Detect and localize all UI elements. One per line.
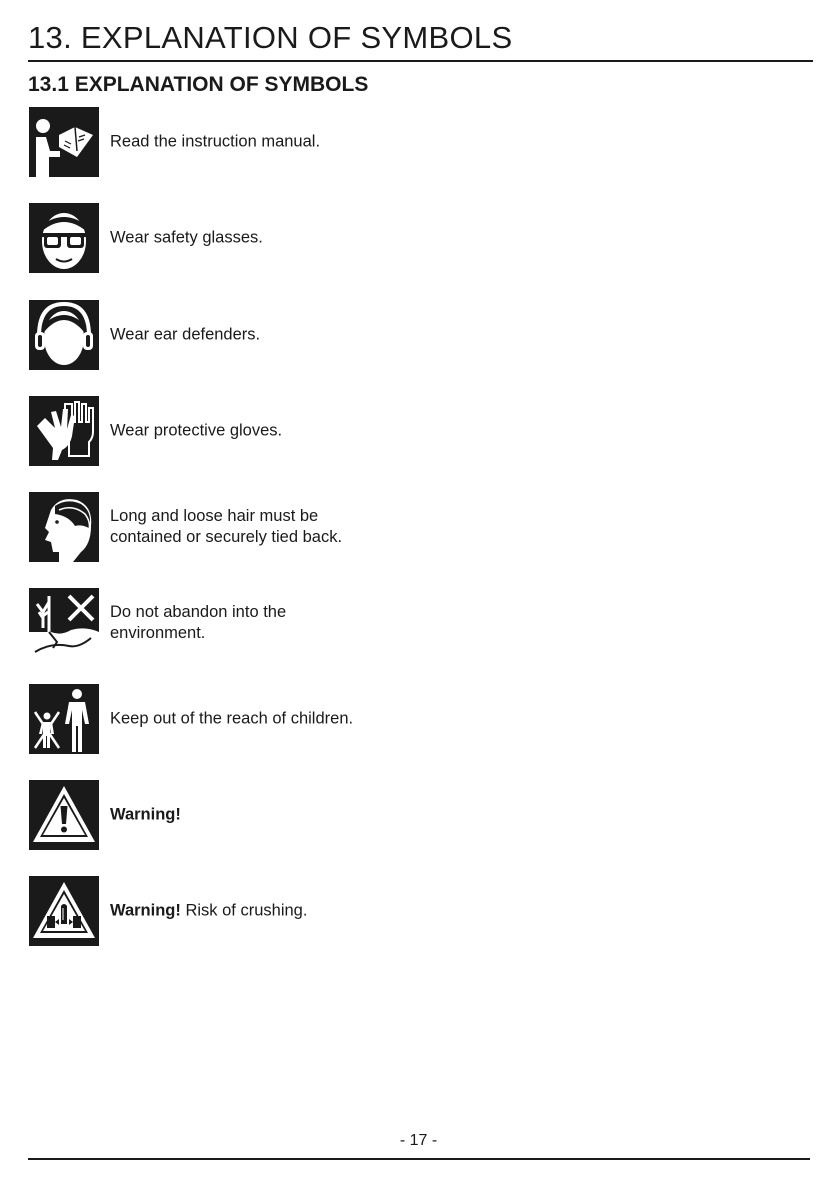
- ear-defenders-icon: [29, 300, 99, 370]
- symbol-label-line: contained or securely tied back.: [110, 528, 343, 546]
- crushing-text: Risk of crushing.: [180, 901, 308, 920]
- symbol-row-environment: [29, 588, 549, 658]
- warning-label: Warning!: [110, 901, 181, 920]
- warning-triangle-icon: [29, 780, 99, 850]
- footer-divider: [28, 1158, 810, 1160]
- symbol-row-read-manual: [29, 107, 549, 177]
- symbol-label: Wear protective gloves.: [110, 421, 283, 440]
- symbol-row-warning: [29, 780, 549, 850]
- protective-gloves-icon: [29, 396, 99, 466]
- symbol-label-line: Long and loose hair must be: [110, 507, 319, 525]
- keep-from-children-icon: [29, 684, 99, 754]
- symbol-row-crushing: [29, 876, 549, 946]
- hair-tied-icon: [29, 492, 99, 562]
- symbol-row-hair: [29, 492, 549, 562]
- symbol-label-line: environment.: [110, 624, 206, 642]
- symbol-label-line: Do not abandon into the: [110, 603, 287, 621]
- environment-disposal-icon: [29, 588, 99, 658]
- symbol-row-ear-defenders: [29, 300, 549, 370]
- symbol-label-multiline: [110, 506, 342, 548]
- safety-glasses-icon: [29, 203, 99, 273]
- symbol-label: Wear safety glasses.: [110, 228, 263, 247]
- symbol-label-multiline: [110, 602, 286, 644]
- symbol-label: [110, 901, 307, 922]
- symbol-label: Wear ear defenders.: [110, 325, 261, 344]
- symbol-row-safety-glasses: [29, 203, 549, 273]
- symbol-row-protective-gloves: [29, 396, 549, 466]
- symbol-label: Read the instruction manual.: [110, 132, 321, 151]
- page-title: 13. EXPLANATION OF SYMBOLS: [28, 20, 513, 55]
- read-manual-icon: [29, 107, 99, 177]
- warning-label: Warning!: [110, 805, 181, 824]
- page-number: - 17 -: [399, 1132, 438, 1149]
- section-heading: 13.1 EXPLANATION OF SYMBOLS: [28, 73, 369, 96]
- symbol-label: Keep out of the reach of children.: [110, 709, 354, 728]
- symbol-label: [110, 805, 181, 826]
- crushing-warning-icon: [29, 876, 99, 946]
- symbol-row-children: [29, 684, 549, 754]
